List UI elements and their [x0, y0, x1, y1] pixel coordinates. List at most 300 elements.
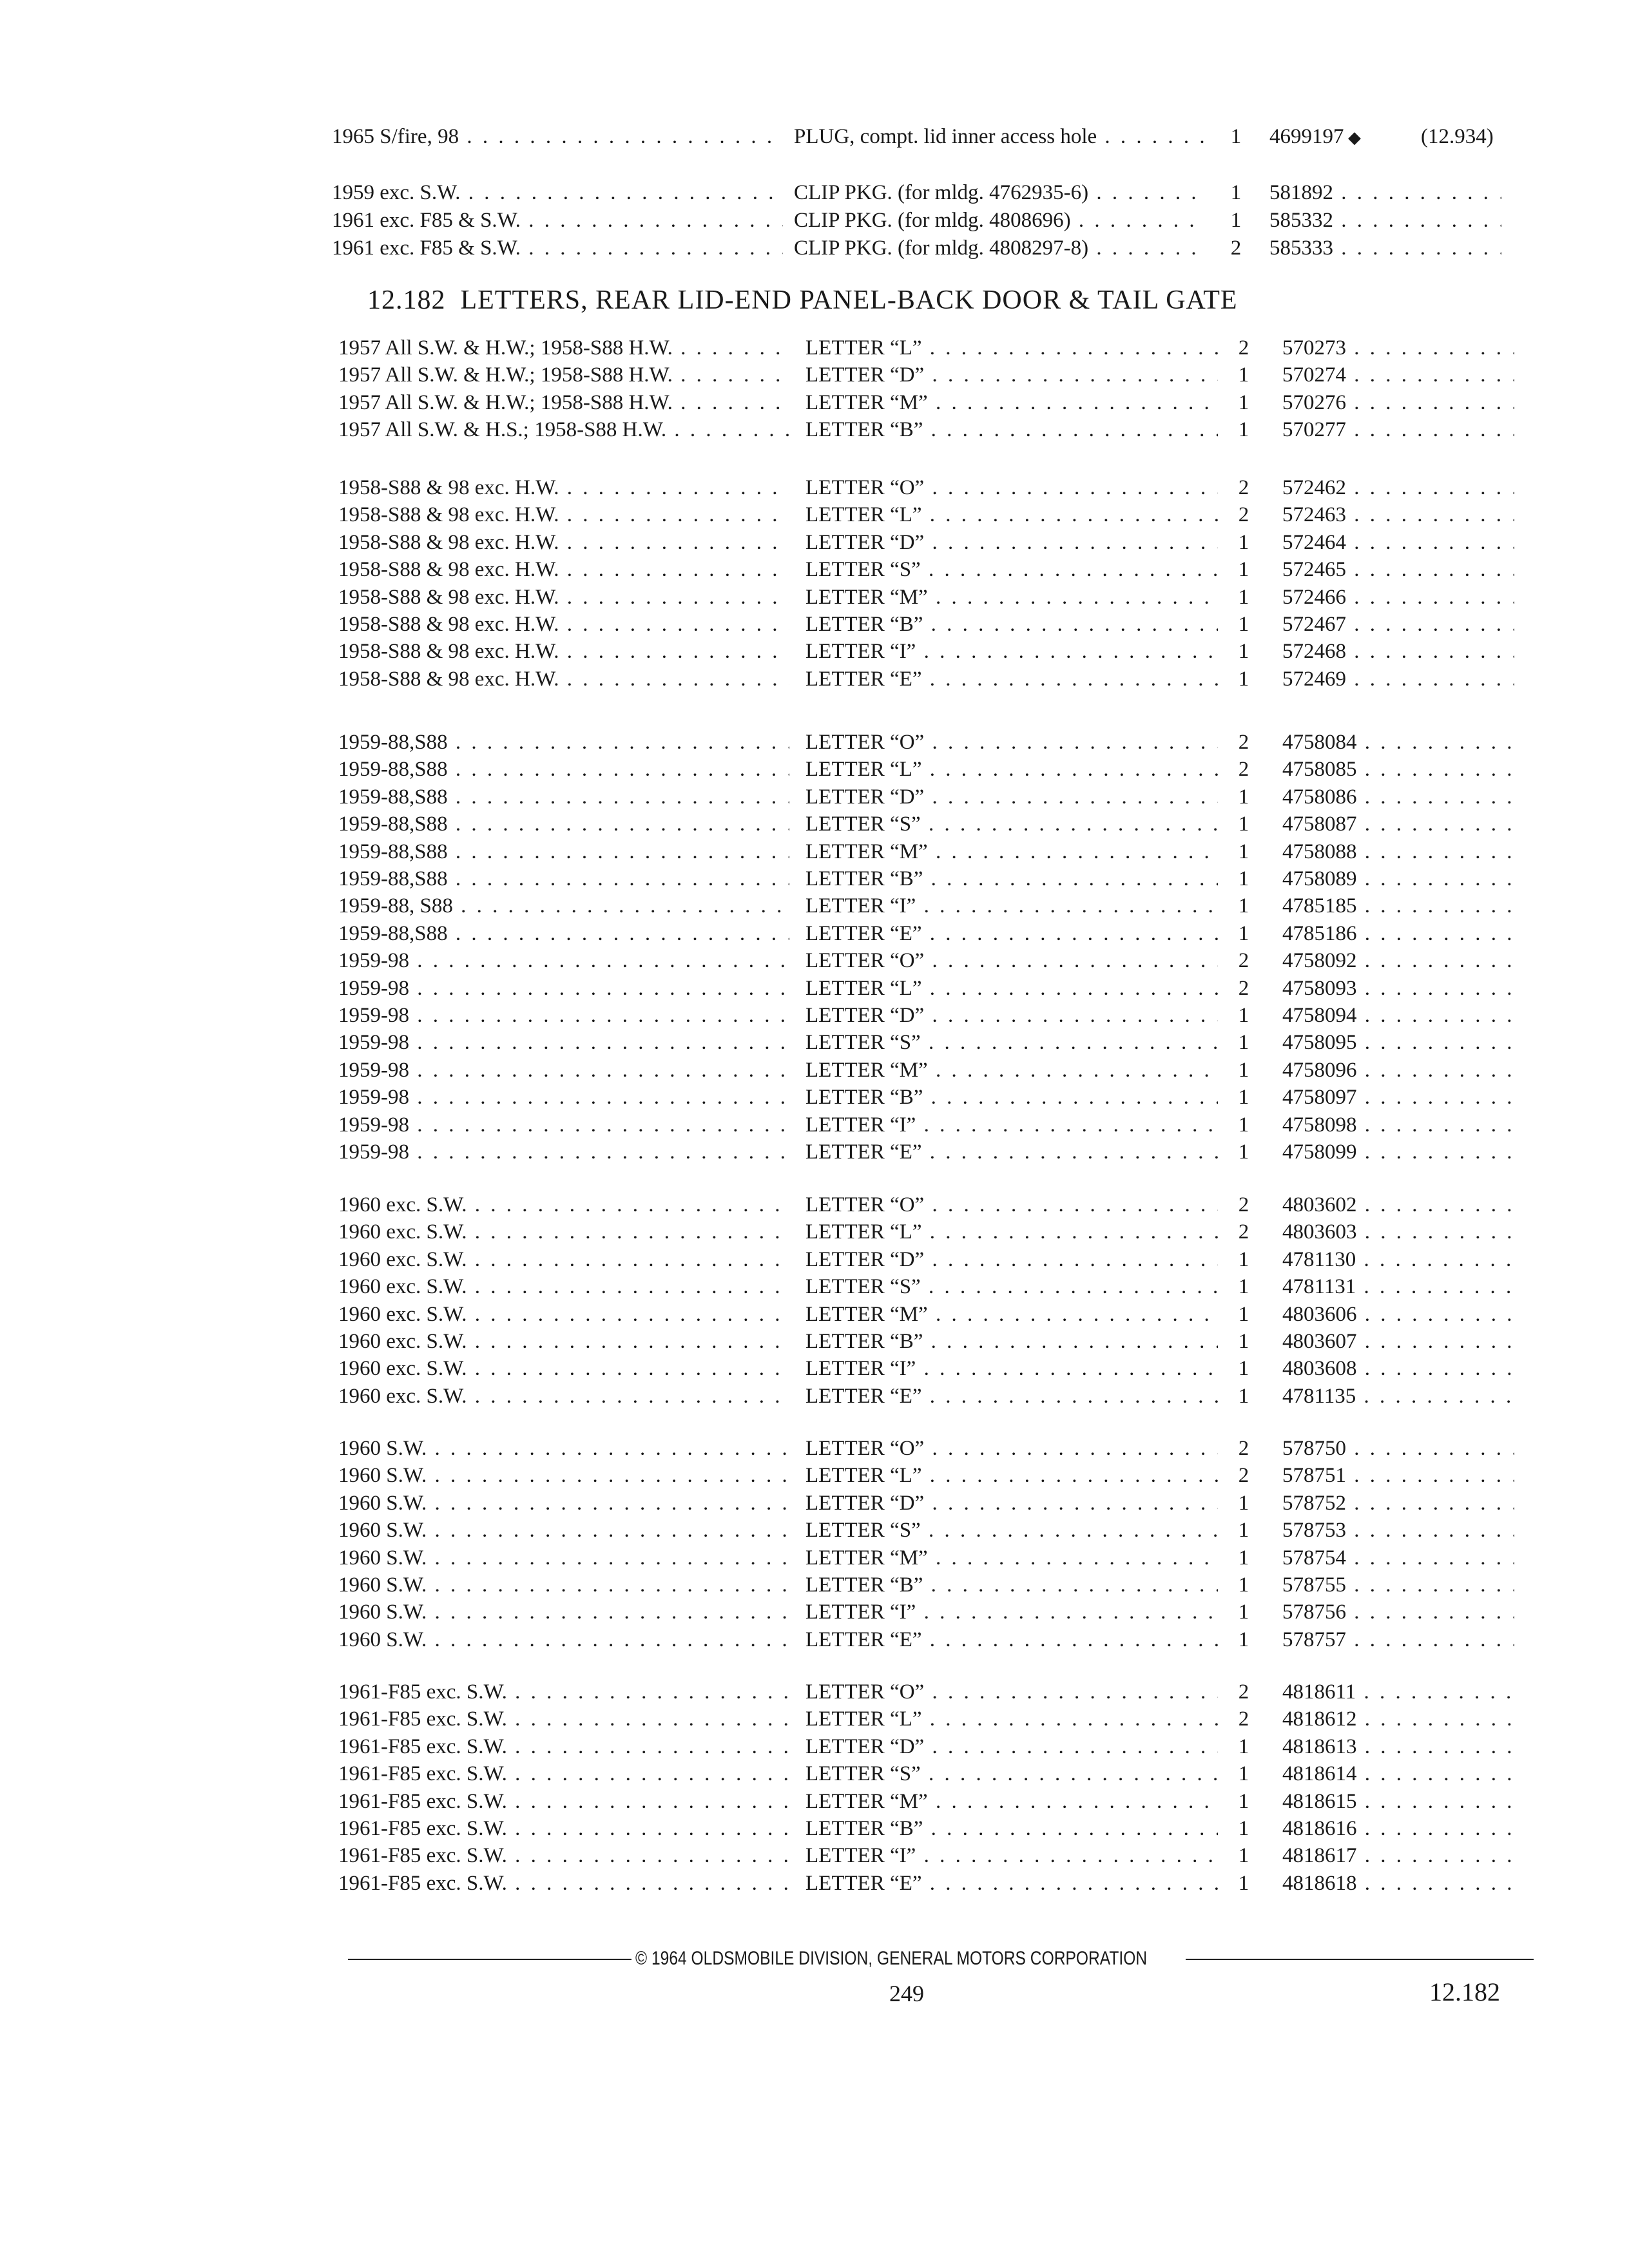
quantity-cell: [1231, 1705, 1257, 1733]
description-cell: [805, 361, 1218, 389]
quantity-cell-text: 1: [1230, 209, 1242, 232]
quantity-cell-text: 1: [1238, 1790, 1249, 1813]
part-number-cell-text: 4758087: [1282, 812, 1357, 836]
model-cell-text: 1961-F85 exc. S.W.: [338, 1872, 507, 1895]
part-number-cell-text: 578750: [1282, 1437, 1346, 1460]
description-cell: [805, 1028, 1218, 1057]
description-cell-text: LETTER “M”: [805, 1546, 928, 1570]
quantity-cell: [1231, 974, 1257, 1003]
quantity-cell: [1231, 389, 1257, 417]
part-number-cell-text: 570274: [1282, 363, 1346, 387]
part-number-cell: [1282, 361, 1514, 389]
quantity-cell: [1231, 947, 1257, 975]
description-cell: [805, 610, 1218, 639]
quantity-cell: [1231, 838, 1257, 866]
part-number-cell: [1282, 610, 1514, 639]
model-cell-text: 1959 exc. S.W.: [332, 181, 461, 204]
description-cell-text: LETTER “O”: [805, 949, 925, 972]
description-cell: [805, 1787, 1218, 1816]
model-cell: [338, 1300, 789, 1329]
model-cell-text: 1965 S/fire, 98: [332, 125, 459, 148]
description-cell: [805, 1571, 1218, 1599]
table-row: [0, 416, 1629, 444]
table-row: [0, 974, 1629, 1003]
table-row: [0, 1111, 1629, 1139]
model-cell: [338, 838, 789, 866]
part-number-cell: [1282, 1544, 1514, 1572]
part-number-cell-text: 572468: [1282, 640, 1346, 663]
quantity-cell-text: 1: [1238, 1519, 1249, 1542]
quantity-cell: [1231, 474, 1257, 502]
model-cell-text: 1959-88,S88: [338, 731, 448, 754]
part-number-cell: [1282, 919, 1514, 948]
quantity-cell-text: 1: [1238, 1086, 1249, 1109]
part-number-cell: [1282, 1678, 1514, 1706]
quantity-cell-text: 1: [1230, 181, 1242, 204]
table-row: [0, 1461, 1629, 1490]
quantity-cell-text: 1: [1238, 1357, 1249, 1380]
model-cell: [338, 865, 789, 893]
description-cell: [805, 974, 1218, 1003]
model-cell-text: 1957 All S.W. & H.W.; 1958-S88 H.W.: [338, 336, 673, 360]
model-cell-text: 1961-F85 exc. S.W.: [338, 1707, 507, 1731]
model-cell: [338, 1245, 789, 1274]
model-cell-text: 1961-F85 exc. S.W.: [338, 1844, 507, 1867]
quantity-cell-text: 1: [1238, 1628, 1249, 1651]
table-row: [0, 1245, 1629, 1274]
model-cell: [338, 1461, 789, 1490]
description-cell: [794, 178, 1206, 207]
quantity-cell-text: 1: [1238, 1140, 1249, 1164]
table-row: [0, 1869, 1629, 1898]
model-cell-text: 1961 exc. F85 & S.W.: [332, 209, 521, 232]
part-number-cell-text: 585333: [1269, 236, 1333, 260]
model-cell: [338, 1273, 789, 1301]
part-number-cell: [1282, 947, 1514, 975]
model-cell: [338, 1056, 789, 1084]
part-number-cell: [1282, 1841, 1514, 1870]
part-number-cell-text: 585332: [1269, 209, 1333, 232]
table-row: [0, 1191, 1629, 1219]
description-cell-text: LETTER “L”: [805, 977, 922, 1000]
part-number-cell-text: 4781131: [1282, 1275, 1356, 1298]
table-row: [0, 1001, 1629, 1030]
quantity-cell: [1231, 1001, 1257, 1030]
part-number-cell: [1282, 637, 1514, 666]
quantity-cell: [1223, 234, 1249, 262]
model-cell: [338, 1598, 789, 1626]
description-cell: [805, 334, 1218, 362]
description-cell: [805, 1461, 1218, 1490]
quantity-cell-text: 1: [1238, 894, 1249, 918]
model-cell-text: 1960 S.W.: [338, 1437, 427, 1460]
description-cell-text: LETTER “M”: [805, 586, 928, 609]
table-row: [0, 838, 1629, 866]
quantity-cell: [1231, 1869, 1257, 1898]
description-cell-text: LETTER “I”: [805, 640, 916, 663]
part-number-cell: [1282, 1598, 1514, 1626]
description-cell-text: LETTER “B”: [805, 613, 923, 636]
description-cell-text: LETTER “E”: [805, 1385, 922, 1408]
table-row: [0, 610, 1629, 639]
part-number-cell-text: 578752: [1282, 1492, 1346, 1515]
model-cell: [338, 1678, 789, 1706]
part-number-cell: [1282, 1083, 1514, 1111]
model-cell-text: 1958-S88 & 98 exc. H.W.: [338, 503, 559, 526]
description-cell-text: LETTER “S”: [805, 1519, 921, 1542]
model-cell-text: 1958-S88 & 98 exc. H.W.: [338, 613, 559, 636]
model-cell-text: 1959-88,S88: [338, 812, 448, 836]
table-row: [0, 1571, 1629, 1599]
quantity-cell-text: 2: [1238, 1437, 1249, 1460]
table-row: [0, 1327, 1629, 1356]
description-cell: [805, 1111, 1218, 1139]
model-cell-text: 1957 All S.W. & H.S.; 1958-S88 H.W.: [338, 418, 667, 441]
description-cell-text: LETTER “I”: [805, 1600, 916, 1624]
part-number-cell: [1282, 1461, 1514, 1490]
description-cell-text: LETTER “O”: [805, 731, 925, 754]
model-cell: [338, 610, 789, 639]
part-number-cell: [1282, 1571, 1514, 1599]
model-cell: [338, 665, 789, 693]
model-cell: [338, 1760, 789, 1788]
model-cell: [338, 1544, 789, 1572]
model-cell: [338, 1869, 789, 1898]
quantity-cell: [1231, 1571, 1257, 1599]
part-number-cell-text: 578751: [1282, 1464, 1346, 1487]
part-number-cell-text: 578756: [1282, 1600, 1346, 1624]
description-cell: [805, 528, 1218, 557]
table-row: [0, 1678, 1629, 1706]
footer-section-number: 12.182: [1429, 1977, 1500, 2006]
quantity-cell-text: 1: [1238, 668, 1249, 691]
part-number-cell: [1282, 838, 1514, 866]
quantity-cell-text: 1: [1238, 1248, 1249, 1271]
part-number-cell: [1282, 1814, 1514, 1843]
table-row: [0, 389, 1629, 417]
quantity-cell: [1231, 1138, 1257, 1166]
quantity-cell-text: 1: [1238, 1031, 1249, 1054]
table-row: [0, 1841, 1629, 1870]
description-cell: [805, 1598, 1218, 1626]
description-cell: [805, 583, 1218, 611]
quantity-cell: [1231, 1760, 1257, 1788]
description-cell: [805, 474, 1218, 502]
quantity-cell-text: 1: [1238, 1385, 1249, 1408]
description-cell: [805, 755, 1218, 783]
table-row: [0, 1434, 1629, 1463]
model-cell-text: 1960 S.W.: [338, 1546, 427, 1570]
description-cell-text: LETTER “O”: [805, 1437, 925, 1460]
quantity-cell-text: 2: [1238, 949, 1249, 972]
model-cell-text: 1959-98: [338, 1059, 409, 1082]
part-number-cell-text: 572464: [1282, 531, 1346, 554]
part-number-cell: [1282, 783, 1514, 811]
quantity-cell-text: 2: [1238, 731, 1249, 754]
model-cell-text: 1958-S88 & 98 exc. H.W.: [338, 476, 559, 499]
model-cell: [338, 755, 789, 783]
quantity-cell: [1231, 1273, 1257, 1301]
model-cell-text: 1959-98: [338, 977, 409, 1000]
quantity-cell-text: 1: [1238, 1492, 1249, 1515]
part-number-cell: [1282, 1760, 1514, 1788]
part-number-cell-text: 4758084: [1282, 731, 1357, 754]
description-cell-text: LETTER “M”: [805, 840, 928, 863]
part-number-cell-text: 4758089: [1282, 867, 1357, 890]
part-number-cell-text: 4803602: [1282, 1193, 1357, 1216]
description-cell-text: LETTER “D”: [805, 531, 925, 554]
model-cell: [332, 178, 783, 207]
part-number-cell-text: 570277: [1282, 418, 1346, 441]
quantity-cell-text: 1: [1238, 640, 1249, 663]
part-number-cell: [1282, 1218, 1514, 1246]
part-number-cell-text: 4758097: [1282, 1086, 1357, 1109]
section-heading: [367, 282, 1238, 318]
quantity-cell-text: 1: [1238, 1573, 1249, 1597]
model-cell: [338, 1028, 789, 1057]
model-cell: [338, 361, 789, 389]
model-cell-text: 1959-88,S88: [338, 840, 448, 863]
model-cell-text: 1961-F85 exc. S.W.: [338, 1735, 507, 1758]
table-row: [0, 1028, 1629, 1057]
table-row: [0, 1598, 1629, 1626]
part-number-cell: [1282, 1327, 1514, 1356]
model-cell: [338, 1354, 789, 1383]
model-cell: [338, 334, 789, 362]
part-number-cell: [1282, 555, 1514, 584]
quantity-cell: [1231, 1111, 1257, 1139]
description-cell: [805, 1434, 1218, 1463]
model-cell: [338, 555, 789, 584]
quantity-cell-text: 1: [1238, 1817, 1249, 1840]
reference-cell: (12.934): [1421, 125, 1494, 148]
quantity-cell: [1231, 583, 1257, 611]
quantity-cell: [1231, 1083, 1257, 1111]
description-cell: [805, 1138, 1218, 1166]
table-row: [0, 1705, 1629, 1733]
model-cell-text: 1960 S.W.: [338, 1573, 427, 1597]
part-number-cell: [1282, 1733, 1514, 1761]
description-cell-text: LETTER “O”: [805, 1193, 925, 1216]
table-row: [0, 206, 1629, 235]
description-cell: [805, 1544, 1218, 1572]
part-number-cell-text: 572462: [1282, 476, 1346, 499]
model-cell: [338, 1733, 789, 1761]
part-number-cell-text: 578755: [1282, 1573, 1346, 1597]
model-cell: [338, 501, 789, 529]
part-number-cell: [1282, 892, 1514, 920]
table-row: [0, 334, 1629, 362]
quantity-cell: [1231, 1300, 1257, 1329]
quantity-cell: [1231, 1787, 1257, 1816]
part-number-cell: [1282, 1056, 1514, 1084]
description-cell: [805, 1869, 1218, 1898]
table-row: [0, 783, 1629, 811]
quantity-cell: [1231, 528, 1257, 557]
table-row: [0, 1489, 1629, 1517]
quantity-cell: [1231, 783, 1257, 811]
model-cell: [338, 728, 789, 756]
description-cell-text: LETTER “M”: [805, 1790, 928, 1813]
quantity-cell: [1231, 1218, 1257, 1246]
description-cell: [805, 416, 1218, 444]
model-cell: [338, 919, 789, 948]
quantity-cell: [1231, 892, 1257, 920]
description-cell-text: LETTER “B”: [805, 1817, 923, 1840]
part-number-cell-text: 4758099: [1282, 1140, 1357, 1164]
part-number-cell: [1282, 865, 1514, 893]
part-number-cell-text: 572467: [1282, 613, 1346, 636]
part-number-cell: [1282, 1787, 1514, 1816]
description-cell: [805, 665, 1218, 693]
description-cell-text: LETTER “L”: [805, 1707, 922, 1731]
model-cell: [338, 1516, 789, 1544]
quantity-cell-text: 2: [1238, 1464, 1249, 1487]
part-number-cell: [1269, 234, 1501, 262]
part-number-cell: [1282, 810, 1514, 838]
description-cell: [805, 783, 1218, 811]
table-row: [0, 178, 1629, 207]
quantity-cell-text: 1: [1238, 840, 1249, 863]
quantity-cell: [1231, 1461, 1257, 1490]
quantity-cell: [1231, 610, 1257, 639]
part-number-cell: [1282, 416, 1514, 444]
section-title: LETTERS, REAR LID-END PANEL-BACK DOOR & TAIL GATE: [460, 285, 1238, 315]
part-number-cell-text: 4758092: [1282, 949, 1357, 972]
quantity-cell-text: 1: [1238, 1844, 1249, 1867]
quantity-cell-text: 2: [1238, 503, 1249, 526]
model-cell: [338, 637, 789, 666]
model-cell-text: 1960 S.W.: [338, 1600, 427, 1624]
model-cell: [338, 1814, 789, 1843]
description-cell-text: LETTER “L”: [805, 1220, 922, 1244]
copyright-notice: © 1964 OLDSMOBILE DIVISION, GENERAL MOTORS CORPORATION: [635, 1948, 1148, 1969]
table-row: [0, 1760, 1629, 1788]
part-number-cell: [1282, 1300, 1514, 1329]
table-row: [0, 919, 1629, 948]
model-cell: [338, 1787, 789, 1816]
part-number-cell-text: 4803608: [1282, 1357, 1357, 1380]
quantity-cell: [1231, 1733, 1257, 1761]
model-cell-text: 1958-S88 & 98 exc. H.W.: [338, 668, 559, 691]
part-number-cell: [1282, 665, 1514, 693]
model-cell-text: 1961-F85 exc. S.W.: [338, 1762, 507, 1785]
quantity-cell-text: 1: [1238, 1762, 1249, 1785]
table-row: [0, 637, 1629, 666]
part-number-cell: [1282, 1869, 1514, 1898]
model-cell: [338, 947, 789, 975]
quantity-cell-text: 1: [1238, 1275, 1249, 1298]
table-row: [0, 361, 1629, 389]
quantity-cell: [1231, 728, 1257, 756]
description-cell-text: CLIP PKG. (for mldg. 4762935-6): [794, 181, 1089, 204]
part-number-cell: [1282, 1001, 1514, 1030]
model-cell-text: 1959-88,S88: [338, 867, 448, 890]
part-number-cell-text: 4818617: [1282, 1844, 1357, 1867]
description-cell-text: LETTER “E”: [805, 1140, 922, 1164]
part-number-cell: [1282, 583, 1514, 611]
description-cell: [805, 1083, 1218, 1111]
model-cell: [338, 1218, 789, 1246]
quantity-cell-text: 1: [1238, 867, 1249, 890]
table-row: [0, 501, 1629, 529]
table-row: [0, 555, 1629, 584]
description-cell: [805, 919, 1218, 948]
table-row: [0, 1626, 1629, 1654]
description-cell-text: LETTER “D”: [805, 785, 925, 809]
model-cell-text: 1960 exc. S.W.: [338, 1193, 467, 1216]
description-cell-text: LETTER “B”: [805, 1086, 923, 1109]
table-row: [0, 892, 1629, 920]
part-number-cell: [1282, 1489, 1514, 1517]
part-number-cell-text: 4758094: [1282, 1004, 1357, 1027]
table-row: [0, 528, 1629, 557]
description-cell-text: CLIP PKG. (for mldg. 4808297-8): [794, 236, 1089, 260]
quantity-cell: [1231, 1489, 1257, 1517]
quantity-cell-text: 2: [1238, 336, 1249, 360]
model-cell-text: 1959-98: [338, 1113, 409, 1137]
description-cell-text: LETTER “E”: [805, 922, 922, 945]
table-row: [0, 1382, 1629, 1410]
description-cell: [805, 1218, 1218, 1246]
model-cell: [338, 1111, 789, 1139]
quantity-cell: [1231, 416, 1257, 444]
quantity-cell: [1231, 637, 1257, 666]
table-row: [0, 1273, 1629, 1301]
part-number-cell-text: 4699197: [1269, 125, 1344, 148]
description-cell: [805, 1678, 1218, 1706]
table-row: [0, 1056, 1629, 1084]
quantity-cell-text: 2: [1238, 476, 1249, 499]
description-cell-text: LETTER “I”: [805, 894, 916, 918]
part-number-cell-text: 4758085: [1282, 758, 1357, 781]
description-cell: [805, 1191, 1218, 1219]
table-row: [0, 947, 1629, 975]
quantity-cell: [1231, 1354, 1257, 1383]
part-number-cell: [1282, 1354, 1514, 1383]
description-cell: [805, 1733, 1218, 1761]
model-cell-text: 1958-S88 & 98 exc. H.W.: [338, 586, 559, 609]
model-cell-text: 1959-98: [338, 1031, 409, 1054]
description-cell-text: LETTER “D”: [805, 363, 925, 387]
description-cell-text: LETTER “E”: [805, 1872, 922, 1895]
quantity-cell: [1231, 361, 1257, 389]
part-number-cell: [1282, 1434, 1514, 1463]
quantity-cell-text: 1: [1238, 613, 1249, 636]
model-cell: [338, 416, 789, 444]
model-cell-text: 1959-88,S88: [338, 785, 448, 809]
table-row: [0, 665, 1629, 693]
quantity-cell-text: 2: [1230, 236, 1242, 260]
description-cell: [805, 1354, 1218, 1383]
description-cell: [805, 1327, 1218, 1356]
quantity-cell: [1223, 122, 1249, 151]
model-cell: [338, 892, 789, 920]
part-number-cell: [1282, 389, 1514, 417]
description-cell: [805, 1626, 1218, 1654]
quantity-cell-text: 2: [1238, 1220, 1249, 1244]
description-cell: [805, 892, 1218, 920]
part-number-cell-text: 578753: [1282, 1519, 1346, 1542]
part-number-cell-text: 578754: [1282, 1546, 1346, 1570]
model-cell: [338, 583, 789, 611]
quantity-cell: [1231, 1544, 1257, 1572]
model-cell: [338, 810, 789, 838]
model-cell: [338, 389, 789, 417]
part-number-cell-text: 4818613: [1282, 1735, 1357, 1758]
part-number-cell-text: 4758086: [1282, 785, 1357, 809]
model-cell: [338, 528, 789, 557]
